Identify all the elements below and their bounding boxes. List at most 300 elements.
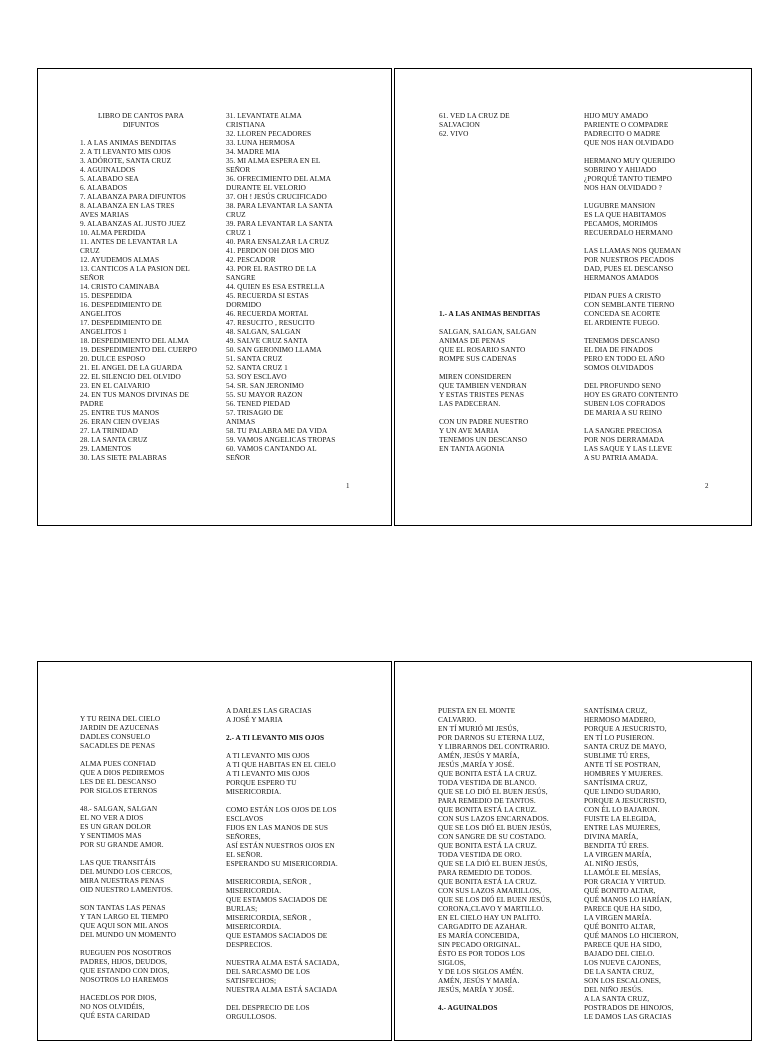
text-line: 32. LLOREN PECADORES (226, 129, 312, 138)
blank-line (439, 255, 569, 264)
text-line: ENTRE LAS MUJERES, (584, 823, 661, 832)
text-line: DEL PROFUNDO SENO (584, 381, 661, 390)
text-line: 23. EN EL CALVARIO (80, 381, 150, 390)
blank-line (439, 246, 569, 255)
blank-line (439, 291, 569, 300)
text-line: DIVINA MARÍA, (584, 832, 639, 841)
text-line: COMO ESTÁN LOS OJOS DE LOS (226, 805, 337, 814)
page-2-right-column (584, 111, 724, 462)
text-line: 60. VAMOS CANTANDO AL (226, 444, 317, 453)
text-line: 12. AYUDEMOS ALMAS (80, 255, 160, 264)
page-2-left-column (439, 111, 569, 453)
text-line: 1. A LAS ANIMAS BENDITAS (80, 138, 177, 147)
text-line: Y TU REINA DEL CIELO (80, 714, 161, 723)
text-line: QUÉ MANOS LO HARÍAN, (584, 895, 672, 904)
text-line: SEÑOR (226, 453, 251, 462)
text-line: ES UN GRAN DOLOR (80, 822, 152, 831)
text-line: 26. ERAN CIEN OVEJAS (80, 417, 160, 426)
blank-line (439, 408, 569, 417)
text-line: 8. ALABANZA EN LAS TRES (80, 201, 175, 210)
text-line: MIREN CONSIDEREN (439, 372, 512, 381)
page-1-right-column (226, 111, 366, 462)
text-line: ALMA PUES CONFIAD (80, 759, 156, 768)
page-number: 2 (705, 482, 709, 490)
text-line: PARECE QUE HA SIDO, (584, 940, 662, 949)
text-line: ES LA QUE HABITAMOS (584, 210, 667, 219)
text-line: SON TANTAS LAS PENAS (80, 903, 166, 912)
text-line: SIGLOS, (438, 958, 466, 967)
text-line: DEL MUNDO UN MOMENTO (80, 930, 177, 939)
text-line: 59. VAMOS ANGELICAS TROPAS (226, 435, 336, 444)
text-line: CON SUS LAZOS ENCARNADOS. (438, 814, 549, 823)
text-line: LOS NUEVE CAJONES, (584, 958, 661, 967)
page-4-left-column (438, 706, 576, 1012)
text-line: PARA REMEDIO DE TANTOS. (438, 796, 536, 805)
text-line: CRUZ (226, 210, 246, 219)
text-line: QUE NOS HAN OLVIDADO (584, 138, 674, 147)
text-line: NOSOTROS LO HAREMOS (80, 975, 169, 984)
text-line: 37. OH ! JESÚS CRUCIFICADO (226, 192, 327, 201)
text-line: QUE BONITA ESTÁ LA CRUZ. (438, 805, 537, 814)
text-line: LE DAMOS LAS GRACIAS (584, 1012, 672, 1021)
text-line: 20. DULCE ESPOSO (80, 354, 146, 363)
text-line: QUE EL ROSARIO SANTO (439, 345, 526, 354)
text-line: 27. LA TRINIDAD (80, 426, 138, 435)
text-line: 45. RECUERDA SI ESTAS (226, 291, 309, 300)
blank-line (439, 174, 569, 183)
text-line: 13. CANTICOS A LA PASION DEL (80, 264, 190, 273)
text-line: 6. ALABADOS (80, 183, 128, 192)
text-line: 10. ALMA PERDIDA (80, 228, 146, 237)
blank-line (584, 237, 724, 246)
text-line: LAS PADECERAN. (439, 399, 501, 408)
text-line: CALVARIO. (438, 715, 477, 724)
text-line: 46. RECUERDA MORTAL (226, 309, 309, 318)
text-line: Y SENTIMOS MAS (80, 831, 142, 840)
text-line: CRISTIANA (226, 120, 266, 129)
text-line: SALVACION (439, 120, 480, 129)
text-line: 21. EL ANGEL DE LA GUARDA (80, 363, 183, 372)
text-line: 51. SANTA CRUZ (226, 354, 283, 363)
blank-line (439, 228, 569, 237)
document-page-1 (37, 68, 392, 526)
blank-line (439, 210, 569, 219)
text-line: BURLAS; (226, 904, 258, 913)
text-line: PADRES, HIJOS, DEUDOS, (80, 957, 167, 966)
text-line: LES DE EL DESCANSO (80, 777, 157, 786)
text-line: POR SU GRANDE AMOR. (80, 840, 164, 849)
text-line: 61. VED LA CRUZ DE (439, 111, 510, 120)
blank-line (439, 282, 569, 291)
text-line: PADRE (80, 399, 104, 408)
text-line: EL ARDIENTE FUEGO. (584, 318, 660, 327)
text-line: LIBRO DE CANTOS PARA (98, 111, 184, 120)
text-line: RUEGUEN POS NOSOTROS (80, 948, 172, 957)
blank-line (439, 192, 569, 201)
text-line: 39. PARA LEVANTAR LA SANTA (226, 219, 333, 228)
text-line: 5. ALABADO SEA (80, 174, 139, 183)
text-line: PUESTA EN EL MONTE (438, 706, 516, 715)
text-line: SUBLIME TÚ ERES, (584, 751, 650, 760)
text-line: POR SIGLOS ETERNOS (80, 786, 158, 795)
text-line: CARGADITO DE AZAHAR. (438, 922, 528, 931)
blank-line (584, 327, 724, 336)
blank-line (80, 129, 202, 138)
text-line: 29. LAMENTOS (80, 444, 132, 453)
text-line: EN TÍ MURIÓ MI JESÚS, (438, 724, 519, 733)
text-line: QUE SE LOS DIÓ EL BUEN JESÚS, (438, 823, 552, 832)
text-line: NUESTRA ALMA ESTÁ SACIADA (226, 985, 338, 994)
text-line: 9. ALABANZAS AL JUSTO JUEZ (80, 219, 186, 228)
text-line: TODA VESTIDA DE ORO. (438, 850, 522, 859)
text-line: BENDITA TÚ ERES. (584, 841, 649, 850)
text-line: MISERICORDIA. (226, 922, 282, 931)
text-line: A TI QUE HABITAS EN EL CIELO (226, 760, 336, 769)
text-line: SEÑORES, (226, 832, 261, 841)
text-line: AMÉN, JESÚS Y MARÍA, (438, 751, 520, 760)
blank-line (80, 984, 210, 993)
text-line: ANGELITOS 1 (80, 327, 127, 336)
text-line: SOBRINO Y AHIJADO (584, 165, 657, 174)
text-line: ROMPE SUS CADENAS (439, 354, 517, 363)
text-line: 47. RESUCITO , RESUCITO (226, 318, 315, 327)
text-line: QUÉ BONITO ALTAR, (584, 922, 656, 931)
blank-line (226, 994, 386, 1003)
text-line: LUGUBRE MANSION (584, 201, 656, 210)
text-line: AMÉN, JESÚS Y MARÍA. (438, 976, 520, 985)
text-line: PARECE QUE HA SIDO, (584, 904, 662, 913)
text-line: EN EL CIELO HAY UN PALITO. (438, 913, 541, 922)
text-line: MISERICORDIA, SEÑOR , (226, 913, 311, 922)
text-line: 57. TRISAGIO DE (226, 408, 284, 417)
text-line: QUE AQUI SON MIL ANOS (80, 921, 169, 930)
text-line: PIDAN PUES A CRISTO (584, 291, 661, 300)
text-line: MISERICORDIA. (226, 787, 282, 796)
text-line: Y UN AVE MARIA (439, 426, 499, 435)
text-line: DE LA SANTA CRUZ, (584, 967, 654, 976)
blank-line (439, 300, 569, 309)
text-line: QUE LINDO SUDARIO, (584, 787, 661, 796)
text-line: 24. EN TUS MANOS DIVINAS DE (80, 390, 190, 399)
blank-line (439, 183, 569, 192)
text-line: QUÉ MANOS LO HICIERON, (584, 931, 679, 940)
section-heading: 2.- A TI LEVANTO MIS OJOS (226, 733, 325, 742)
blank-line (439, 219, 569, 228)
text-line: A DARLES LAS GRACIAS (226, 706, 312, 715)
text-line: MISERICORDIA. (226, 886, 282, 895)
text-line: DAD, PUES EL DESCANSO (584, 264, 674, 273)
text-line: LLAMÓLE EL MESÍAS, (584, 868, 661, 877)
text-line: PORQUE ESPERO TU (226, 778, 297, 787)
page-3-left-column (80, 714, 210, 1020)
text-line: POR GRACIA Y VIRTUD. (584, 877, 666, 886)
text-line: NUESTRA ALMA ESTÁ SACIADA, (226, 958, 340, 967)
text-line: Y DE LOS SIGLOS AMÉN. (438, 967, 524, 976)
text-line: 49. SALVE CRUZ SANTA (226, 336, 308, 345)
text-line: CONCEDA SE ACORTE (584, 309, 661, 318)
page-4-right-column (584, 706, 724, 1021)
blank-line (80, 939, 210, 948)
text-line: 43. POR EL RASTRO DE LA (226, 264, 317, 273)
text-line: DADLES CONSUELO (80, 732, 151, 741)
blank-line (584, 147, 724, 156)
text-line: 56. TENED PIEDAD (226, 399, 291, 408)
text-line: SANTA CRUZ DE MAYO, (584, 742, 667, 751)
text-line: FIJOS EN LAS MANOS DE SUS (226, 823, 329, 832)
text-line: 22. EL SILENCIO DEL OLVIDO (80, 372, 181, 381)
text-line: Y TAN LARGO EL TIEMPO (80, 912, 169, 921)
text-line: QUE ESTANDO CON DIOS, (80, 966, 170, 975)
text-line: PORQUE A JESUCRISTO, (584, 724, 667, 733)
text-line: QUE TAMBIEN VENDRAN (439, 381, 527, 390)
text-line: QUE BONITA ESTÁ LA CRUZ. (438, 841, 537, 850)
text-line: ANGELITOS (80, 309, 122, 318)
document-page-2 (394, 68, 752, 526)
text-line: 36. OFRECIMIENTO DEL ALMA (226, 174, 332, 183)
text-line: 15. DESPEDIDA (80, 291, 133, 300)
text-line: 52. SANTA CRUZ 1 (226, 363, 288, 372)
text-line: SOMOS OLVIDADOS (584, 363, 654, 372)
text-line: DIFUNTOS (122, 120, 160, 129)
section-heading: 1.- A LAS ANIMAS BENDITAS (439, 309, 541, 318)
text-line: 3. ADÓROTE, SANTA CRUZ (80, 156, 172, 165)
text-line: HOY ES GRATO CONTENTO (584, 390, 678, 399)
text-line: DORMIDO (226, 300, 262, 309)
blank-line (226, 724, 386, 733)
text-line: POR NOS DERRAMADA (584, 435, 665, 444)
text-line: 40. PARA ENSALZAR LA CRUZ (226, 237, 329, 246)
text-line: SATISFECHOS; (226, 976, 277, 985)
text-line: PORQUE A JESUCRISTO, (584, 796, 667, 805)
text-line: A JOSÉ Y MARIA (226, 715, 283, 724)
text-line: 17. DESPEDIMIENTO DE (80, 318, 162, 327)
text-line: 54. SR. SAN JERONIMO (226, 381, 304, 390)
text-line: A LA SANTA CRUZ, (584, 994, 650, 1003)
blank-line (439, 138, 569, 147)
page-3-right-column (226, 706, 386, 1021)
text-line: HERMANOS AMADOS (584, 273, 659, 282)
blank-line (226, 868, 386, 877)
text-line: SANTÍSIMA CRUZ, (584, 778, 648, 787)
blank-line (584, 372, 724, 381)
text-line: QUE SE LOS DIÓ EL BUEN JESÚS, (438, 895, 552, 904)
text-line: 53. SOY ESCLAVO (226, 372, 287, 381)
text-line: SEÑOR (226, 165, 251, 174)
blank-line (439, 201, 569, 210)
text-line: PERO EN TODO EL AÑO (584, 354, 665, 363)
text-line: PARIENTE O COMPADRE (584, 120, 669, 129)
text-line: TODA VESTIDA DE BLANCO. (438, 778, 537, 787)
text-line: ¿PORQUÉ TANTO TIEMPO (584, 174, 672, 183)
text-line: HACEDLOS POR DIOS, (80, 993, 157, 1002)
text-line: JESÚS ,MARÍA Y JOSÉ. (438, 760, 515, 769)
text-line: DE MARIA A SU REINO (584, 408, 662, 417)
text-line: EN TANTA AGONIA (439, 444, 505, 453)
text-line: EL NO VER A DIOS (80, 813, 144, 822)
text-line: LA VIRGEN MARÍA. (584, 913, 652, 922)
blank-line (226, 949, 386, 958)
text-line: HERMOSO MADERO, (584, 715, 656, 724)
text-line: CRUZ (80, 246, 100, 255)
text-line: TENEMOS UN DESCANSO (439, 435, 528, 444)
text-line: OID NUESTRO LAMENTOS. (80, 885, 173, 894)
text-line: HOMBRES Y MUJERES. (584, 769, 663, 778)
text-line: RECUERDALO HERMANO (584, 228, 673, 237)
blank-line (439, 318, 569, 327)
text-line: SACADLES DE PENAS (80, 741, 156, 750)
text-line: 30. LAS SIETE PALABRAS (80, 453, 167, 462)
text-line: MISERICORDIA, SEÑOR , (226, 877, 311, 886)
blank-line (439, 363, 569, 372)
blank-line (439, 165, 569, 174)
text-line: SALGAN, SALGAN, SALGAN (439, 327, 537, 336)
text-line: SANTÍSIMA CRUZ, (584, 706, 648, 715)
blank-line (80, 795, 210, 804)
text-line: CON SANGRE DE SU COSTADO. (438, 832, 546, 841)
text-line: PARA REMEDIO DE TODOS. (438, 868, 532, 877)
text-line: LA SANGRE PRECIOSA (584, 426, 663, 435)
text-line: 50. SAN GERONIMO LLAMA (226, 345, 322, 354)
text-line: AL NIÑO JESÚS, (584, 859, 639, 868)
text-line: LAS LLAMAS NOS QUEMAN (584, 246, 681, 255)
text-line: ES MARÍA CONCEBIDA, (438, 931, 520, 940)
text-line: SON LOS ESCALONES, (584, 976, 661, 985)
text-line: 25. ENTRE TUS MANOS (80, 408, 160, 417)
text-line: ANIMAS DE PENAS (439, 336, 506, 345)
blank-line (439, 273, 569, 282)
text-line: A TI LEVANTO MIS OJOS (226, 751, 310, 760)
text-line: DURANTE EL VELORIO (226, 183, 306, 192)
text-line: LAS QUE TRANSITÁIS (80, 858, 156, 867)
text-line: QUE SE LO DIÓ EL BUEN JESÚS, (438, 787, 548, 796)
text-line: 62. VIVO (439, 129, 469, 138)
blank-line (80, 750, 210, 759)
text-line: JESÚS, MARÍA Y JOSÉ. (438, 985, 515, 994)
text-line: CORONA,CLAVO Y MARTILLO. (438, 904, 544, 913)
text-line: 31. LEVANTATE ALMA (226, 111, 302, 120)
text-line: 33. LUNA HERMOSA (226, 138, 296, 147)
text-line: EL DIA DE FINADOS (584, 345, 653, 354)
text-line: BAJADO DEL CIELO. (584, 949, 655, 958)
text-line: ESPERANDO SU MISERICORDIA. (226, 859, 338, 868)
text-line: CON SUS LAZOS AMARILLOS, (438, 886, 541, 895)
text-line: ÉSTO ES POR TODOS LOS (438, 949, 526, 958)
text-line: EN TÍ LO PUSIERON. (584, 733, 655, 742)
blank-line (226, 796, 386, 805)
text-line: 7. ALABANZA PARA DIFUNTOS (80, 192, 186, 201)
text-line: QUE BONITA ESTÁ LA CRUZ. (438, 877, 537, 886)
blank-line (439, 264, 569, 273)
text-line: PECAMOS, MORIMOS (584, 219, 658, 228)
text-line: 41. PERDON OH DIOS MIO (226, 246, 315, 255)
text-line: NOS HAN OLVIDADO ? (584, 183, 662, 192)
text-line: 19. DESPEDIMIENTO DEL CUERPO (80, 345, 197, 354)
text-line: LAS SAQUE Y LAS LLEVE (584, 444, 673, 453)
text-line: 2. A TI LEVANTO MIS OJOS (80, 147, 171, 156)
text-line: QUÉ BONITO ALTAR, (584, 886, 656, 895)
text-line: EL SEÑOR. (226, 850, 263, 859)
text-line: AVES MARIAS (80, 210, 129, 219)
text-line: 48. SALGAN, SALGAN (226, 327, 301, 336)
text-line: SIN PECADO ORIGINAL. (438, 940, 521, 949)
text-line: DEL SARCASMO DE LOS (226, 967, 310, 976)
text-line: ANTE TÍ SE POSTRAN, (584, 760, 661, 769)
text-line: ORGULLOSOS. (226, 1012, 277, 1021)
text-line: DESPRECIOS. (226, 940, 273, 949)
text-line: QUE ESTAMOS SACIADOS DE (226, 895, 328, 904)
section-heading: 4.- AGUINALDOS (438, 1003, 498, 1012)
text-line: 48.- SALGAN, SALGAN (80, 804, 158, 813)
text-line: POR NUESTROS PECADOS (584, 255, 674, 264)
text-line: JARDIN DE AZUCENAS (80, 723, 159, 732)
text-line: 28. LA SANTA CRUZ (80, 435, 148, 444)
text-line: QUE A DIOS PEDIREMOS (80, 768, 165, 777)
text-line: POR DARNOS SU ETERNA LUZ, (438, 733, 545, 742)
text-line: QUE ESTAMOS SACIADOS DE (226, 931, 328, 940)
text-line: HIJO MUY AMADO (584, 111, 649, 120)
text-line: CON UN PADRE NUESTRO (439, 417, 529, 426)
text-line: 44. QUIEN ES ESA ESTRELLA (226, 282, 325, 291)
text-line: 35. MI ALMA ESPERA EN EL (226, 156, 321, 165)
blank-line (439, 156, 569, 165)
text-line: POSTRADOS DE HINOJOS, (584, 1003, 674, 1012)
blank-line (584, 282, 724, 291)
text-line: 14. CRISTO CAMINABA (80, 282, 160, 291)
text-line: SUBEN LOS COFRADOS (584, 399, 666, 408)
text-line: FUISTE LA ELEGIDA, (584, 814, 657, 823)
blank-line (439, 147, 569, 156)
text-line: CON ÉL LO BAJARON. (584, 805, 660, 814)
text-line: DEL DESPRECIO DE LOS (226, 1003, 310, 1012)
document-page-4 (394, 661, 752, 1041)
text-line: CRUZ 1 (226, 228, 252, 237)
text-line: LA VIRGEN MARÍA, (584, 850, 652, 859)
text-line: SANGRE (226, 273, 256, 282)
text-line: 11. ANTES DE LEVANTAR LA (80, 237, 178, 246)
text-line: ESCLAVOS (226, 814, 264, 823)
text-line: A SU PATRIA AMADA. (584, 453, 659, 462)
blank-line (438, 994, 576, 1003)
text-line: ASÍ ESTÁN NUESTROS OJOS EN (226, 841, 335, 850)
text-line: PADRECITO O MADRE (584, 129, 661, 138)
blank-line (226, 742, 386, 751)
text-line: NO NOS OLVIDÉIS, (80, 1002, 145, 1011)
text-line: A TI LEVANTO MIS OJOS (226, 769, 310, 778)
blank-line (584, 417, 724, 426)
page-1-left-column (80, 111, 202, 462)
text-line: 55. SU MAYOR RAZON (226, 390, 303, 399)
text-line: 18. DESPEDIMIENTO DEL ALMA (80, 336, 190, 345)
blank-line (584, 192, 724, 201)
text-line: DEL MUNDO LOS CERCOS, (80, 867, 172, 876)
text-line: 16. DESPEDIMIENTO DE (80, 300, 162, 309)
text-line: CON SEMBLANTE TIERNO (584, 300, 675, 309)
text-line: DEL NIÑO JESÚS. (584, 985, 644, 994)
text-line: ANIMAS (226, 417, 256, 426)
text-line: QUE BONITA ESTÁ LA CRUZ. (438, 769, 537, 778)
text-line: MIRA NUESTRAS PENAS (80, 876, 165, 885)
text-line: 58. TU PALABRA ME DA VIDA (226, 426, 328, 435)
text-line: SEÑOR (80, 273, 105, 282)
text-line: TENEMOS DESCANSO (584, 336, 660, 345)
text-line: QUE SE LA DIÓ EL BUEN JESÚS, (438, 859, 548, 868)
page-number: 1 (346, 482, 350, 490)
text-line: 38. PARA LEVANTAR LA SANTA (226, 201, 333, 210)
blank-line (80, 849, 210, 858)
blank-line (439, 237, 569, 246)
text-line: QUÉ ESTA CARIDAD (80, 1011, 150, 1020)
text-line: 42. PESCADOR (226, 255, 276, 264)
